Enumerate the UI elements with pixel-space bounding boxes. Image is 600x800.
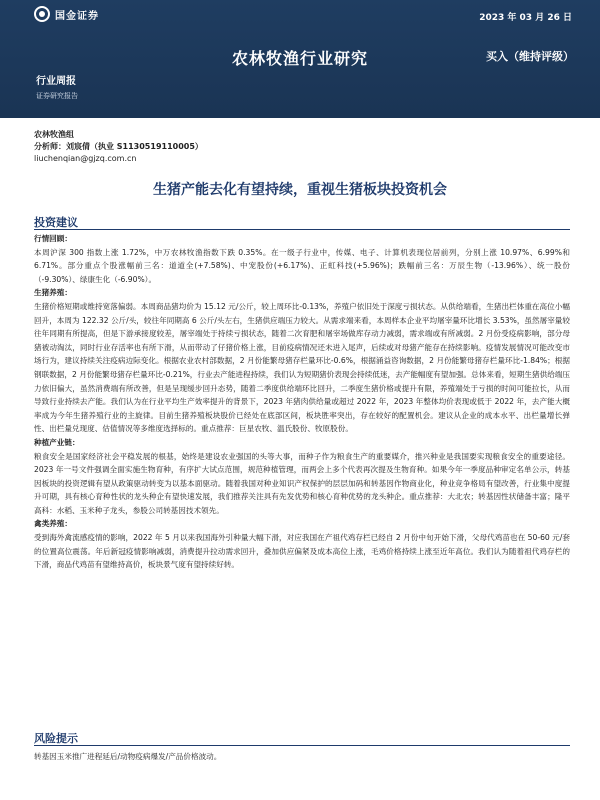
risk-content	[34, 750, 570, 764]
review-paragraph: 本周沪深 300 指数上涨 1.72%，中万农林牧渔指数下跌 0.35%。在一级子行业中，传媒、电子、计算机表现位居前列，分别上涨 10.97%、6.99%和 6.71%。部分重点个股涨幅前三名：道道全(+7.58%)、中宠股份(+6.17%)、正虹科技(+5.96%)；跌幅前三名：万辰生物（-13.96%）、统一股份（-9.30%）、绿康生化（-6.90%）。	[34, 247, 570, 284]
poultry-paragraph: 受到海外禽流感疫情的影响，2022 年 5 月以来我国海外引种量大幅下滑，对应我国在产祖代鸡存栏已经自 2 月份中旬开始下滑，父母代鸡苗也在 50-60 元/套的位置高位震荡。年后新冠疫情影响减弱，消费提升拉动需求回升，叠加供应偏紧及成本高位上涨，毛鸡价格持续上涨至近年高位。我们认为随着祖代鸡存栏的下滑，商品代鸡苗有望维持高价，板块景气度有望持续好转。	[34, 533, 570, 570]
section-title-investment: 投资建议	[34, 216, 78, 229]
report-type: 行业周报	[36, 76, 76, 87]
logo-text: 国金证券	[55, 10, 99, 22]
analyst-name: 分析师：刘宸倩（执业 S1130519110005）	[34, 142, 203, 151]
headline: 生猪产能去化有望持续，重视生猪板块投资机会	[153, 182, 447, 198]
investment-content	[34, 232, 570, 572]
analyst-meta	[34, 129, 203, 165]
research-group: 农林牧渔组	[34, 130, 74, 139]
pig-paragraph: 生猪价格短期或维持宽落偏弱。本周商品猪均价为 15.12 元/公斤，较上周环比-0.13%，养殖户依旧处于深度亏损状态。从供给端看，生猪出栏体重在高位小幅回升，本周为 122.32 公斤/头，较往年同期高 6 公斤/头左右，生猪供应端压力较大。从需求端来看，本周样本企业平均屠宰量环比增长 3.53%，虽然屠宰量较往年同期有所提高，但是下游承接度较差，屠宰端处于持续亏损状态，随着二次育肥和屠宰场做库存动力减弱，需求端或有所减弱。2 月份受疫病影响，部分母猪被动淘汰，同时行业存活率也有所下滑，从而带动了仔猪价格上涨，目前疫病情况还未进入尾声，后续或对母猪产能存在持续影响。疫情发展情况可能改变市场行为，建议持续关注疫病边际变化。根据农业农村部数据，2 月份能繁母猪存栏量环比-0.6%，根据涌益咨询数据，2 月份能繁母猪存栏量环比-1.84%；根据钢联数据，2 月份能繁母猪存栏量环比-0.21%，行业去产能进程持续，我们认为短期猪价表现会持续低迷，去产能幅度有望加强。总体来看，短期生猪供给端压力依旧偏大，虽然消费端有所改善，但是呈现缓步回升态势，随着二季度供给端环比回升，二季度生猪价格或提升有限，养殖端处于亏损的时间可能拉长，从而导致行业持续去产能。我们认为在行业平均生产效率提升的背景下，2023 年猪肉供给量或超过 2022 年，2023 年整体均价表现或低于 2022 年，去产能大概率成为今年生猪养殖行业的主旋律。目前生猪养殖板块股价已经处在底部区间，板块胜率突出，存在较好的配置机会。建议从企业的成本水平、出栏量增长弹性、出栏量兑现度、估值情况等多维度选择标的。重点推荐：巨星农牧、温氏股份、牧原股份。	[34, 301, 570, 434]
logo-icon	[34, 6, 50, 22]
report-header	[0, 0, 600, 118]
report-subtype: 证券研究报告	[36, 92, 78, 100]
poultry-title: 禽类养殖：	[34, 519, 72, 529]
report-title: 农林牧渔行业研究	[231, 49, 368, 68]
seed-title: 种植产业链：	[34, 437, 80, 447]
report-date: 2023 年 03 月 26 日	[479, 13, 572, 23]
section-title-risk: 风险提示	[34, 732, 78, 745]
rating-badge: 买入（维持评级）	[486, 50, 574, 63]
risk-paragraph: 转基因玉米推广进程延后/动物疫病爆发/产品价格波动。	[34, 752, 222, 761]
section-divider	[34, 229, 570, 230]
review-title: 行情回顾：	[34, 234, 72, 243]
analyst-email: liuchenqian@gjzq.com.cn	[34, 154, 137, 163]
seed-paragraph: 粮食安全是国家经济社会平稳发展的根基，始终是建设农业强国的头等大事，而种子作为粮食生产的重要媒介，推兴种业是我国要实现粮食安全的重要途径。2023 年一号文件强调全面实施生物育种，有序扩大试点范围，规范种植管理，而两会上多个代表再次提及生物育种。如果今年一季度品种审定名单公示，转基因板块的投资逻辑有望从政策驱动转变为以基本面驱动。随着我国对种业知识产权保护的层层加码和转基因作物商业化，种业竞争格局有望改善，行业集中度提升可期，具有核心育种性状的龙头种企有望快速发展，我们推荐关注具有先发优势和核心育种优势的龙头种企。重点推荐：大北农；转基因性状储备丰富；隆平高科：水稻、玉米种子龙头，参股公司转基因技术领先。	[34, 451, 570, 515]
section-divider	[34, 745, 570, 746]
brand-logo	[34, 6, 99, 22]
pig-title: 生猪养殖：	[34, 288, 72, 298]
